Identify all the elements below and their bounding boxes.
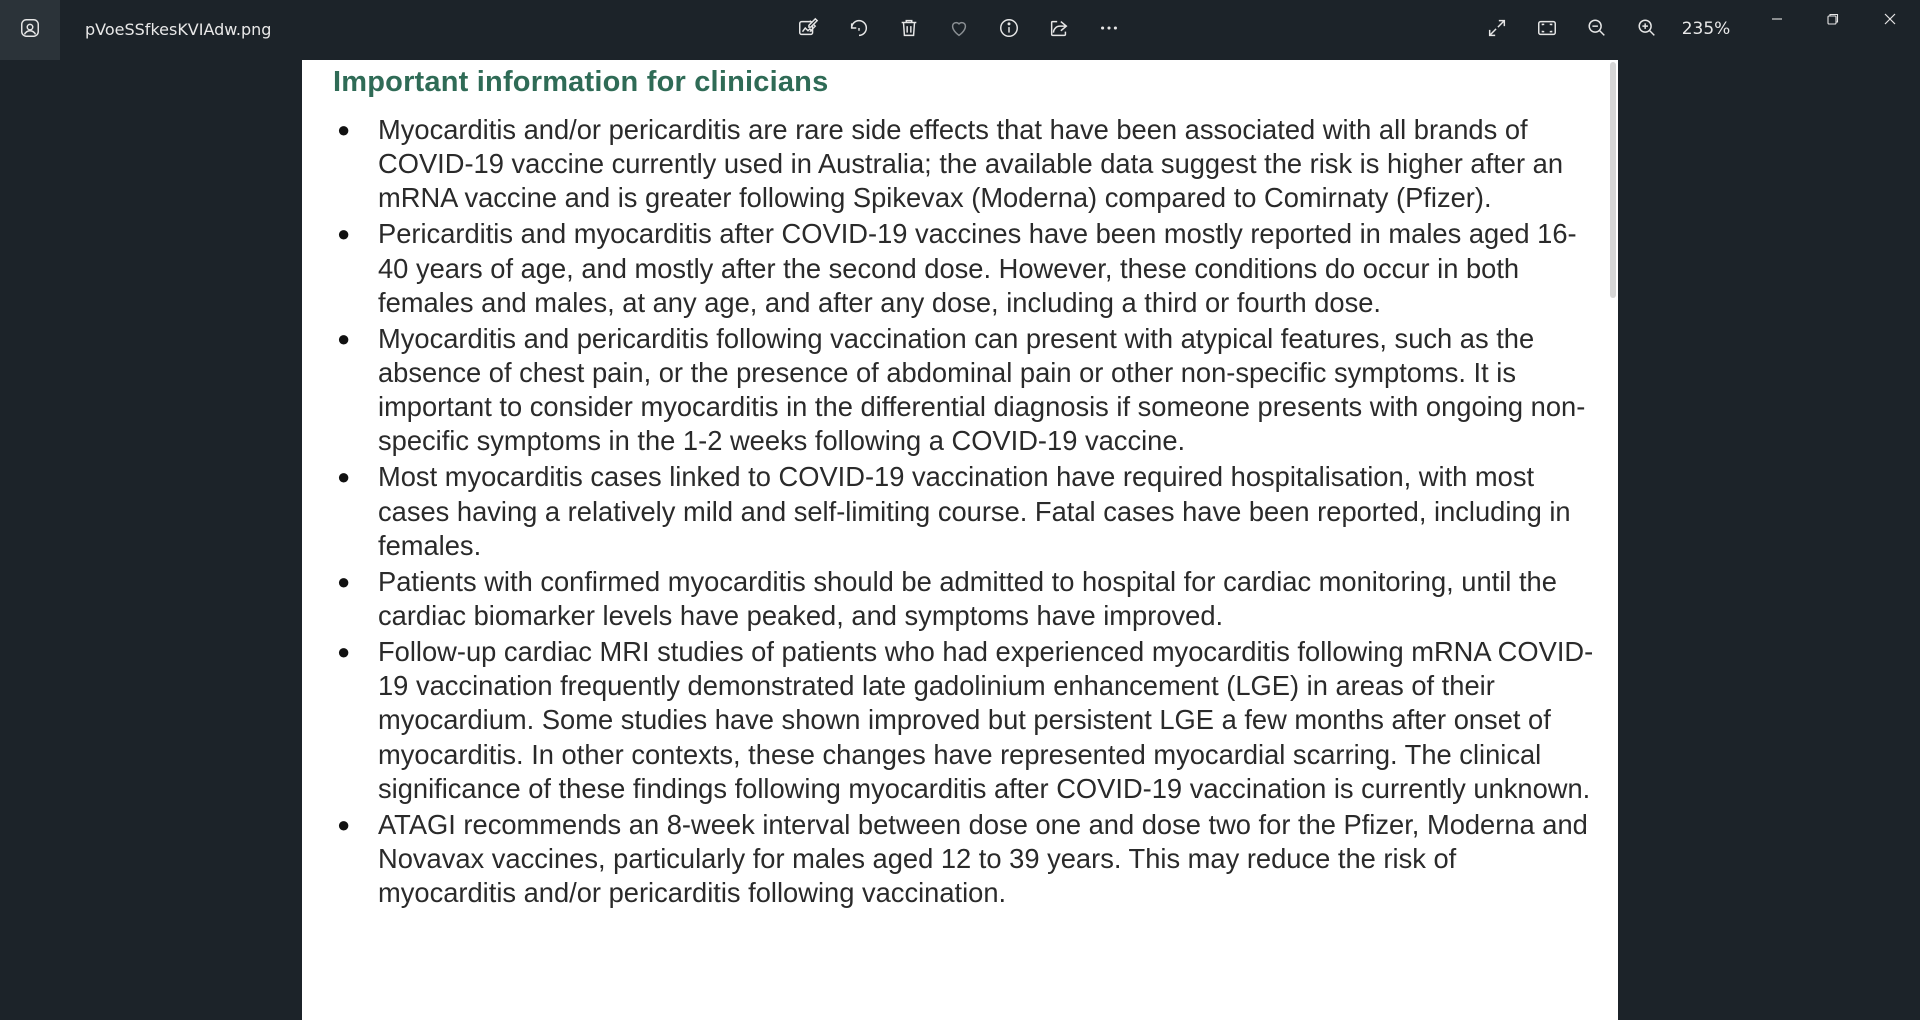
close-icon bbox=[1883, 11, 1897, 30]
photos-app-icon bbox=[19, 17, 41, 43]
list-item bbox=[302, 113, 1618, 216]
image-canvas[interactable] bbox=[0, 60, 1920, 1020]
document-heading: Important information for clinicians bbox=[333, 66, 829, 98]
zoom-level[interactable]: 235% bbox=[1681, 19, 1731, 39]
edit-image-icon bbox=[797, 17, 819, 43]
bullet-marker: ● bbox=[337, 221, 351, 247]
list-item bbox=[302, 635, 1618, 806]
zoom-out-icon bbox=[1586, 17, 1608, 43]
info-icon bbox=[998, 17, 1020, 43]
fullscreen-icon bbox=[1486, 17, 1508, 43]
bullet-marker: ● bbox=[337, 117, 351, 142]
more-icon bbox=[1098, 17, 1120, 43]
list-item-text: ATAGI recommends an 8-week interval between dose one and dose two for the Pfizer, Moderna and Novavax vaccines, particularly for males aged 12 to 39 years. This may reduce the risk of myocarditis and/or pericarditis following vaccination. bbox=[378, 808, 1588, 909]
list-item bbox=[302, 565, 1618, 633]
list-item-text: Pericarditis and myocarditis after COVID-19 vaccines have been mostly reported in males aged 16-40 years of age, and mostly after the second dose. However, these conditions do occur in both females and males, at any age, and after any dose, including a third or fourth dose. bbox=[378, 218, 1577, 318]
fullscreen-button[interactable] bbox=[1477, 10, 1517, 50]
zoom-out-button[interactable] bbox=[1577, 10, 1617, 50]
bullet-marker: ● bbox=[337, 639, 351, 665]
delete-button[interactable] bbox=[889, 10, 929, 50]
list-item-text: Patients with confirmed myocarditis should be admitted to hospital for cardiac monitoring, until the cardiac biomarker levels have peaked, and symptoms have improved. bbox=[378, 565, 1557, 632]
rotate-button[interactable] bbox=[839, 10, 879, 50]
bullet-marker: ● bbox=[337, 811, 351, 837]
bullet-list bbox=[302, 113, 1618, 912]
list-item-text: Myocarditis and pericarditis following vaccination can present with atypical features, such as the absence of chest pain, or the presence of abdominal pain or other non-specific symptoms. It is important to consider myocarditis in the differential diagnosis if someone presents with ongoing non-specific symptoms in the 1-2 weeks following a COVID-19 vaccine. bbox=[378, 322, 1586, 457]
favorite-button[interactable] bbox=[939, 10, 979, 50]
edit-image-button[interactable] bbox=[788, 10, 828, 50]
image-scrollbar[interactable] bbox=[1610, 62, 1616, 298]
title-bar bbox=[0, 0, 1920, 60]
document-image bbox=[302, 60, 1618, 1020]
list-item bbox=[302, 217, 1618, 320]
zoom-in-button[interactable] bbox=[1627, 10, 1667, 50]
minimize-icon bbox=[1770, 11, 1784, 30]
file-name: pVoeSSfkesKVIAdw.png bbox=[85, 20, 272, 39]
bullet-marker: ● bbox=[337, 325, 351, 351]
restore-icon bbox=[1826, 11, 1840, 30]
favorite-heart-icon bbox=[948, 17, 970, 43]
file-info-button[interactable] bbox=[989, 10, 1029, 50]
list-item bbox=[302, 322, 1618, 459]
list-item bbox=[302, 460, 1618, 563]
minimize-button[interactable] bbox=[1749, 0, 1805, 40]
list-item-text: Follow-up cardiac MRI studies of patients who had experienced myocarditis following mRNA COVID-19 vaccination frequently demonstrated late gadolinium enhancement (LGE) in areas of their myocardium. Some studies have shown improved but persistent LGE a few months after onset of myocarditis. In other contexts, these changes have represented myocardial scarring. The clinical significance of these findings following myocarditis after COVID-19 vaccination is currently unknown. bbox=[378, 636, 1594, 804]
zoom-in-icon bbox=[1636, 17, 1658, 43]
list-item-text: Myocarditis and/or pericarditis are rare side effects that have been associated with all brands of COVID-19 vaccine currently used in Australia; the available data suggest the risk is higher after an mRNA vaccine and is greater following Spikevax (Moderna) compared to Comirnaty (Pfizer). bbox=[378, 114, 1564, 214]
restore-button[interactable] bbox=[1805, 0, 1861, 40]
bullet-marker: ● bbox=[337, 568, 351, 594]
delete-icon bbox=[898, 17, 920, 43]
list-item bbox=[302, 808, 1618, 911]
bullet-marker: ● bbox=[337, 464, 351, 490]
close-button[interactable] bbox=[1862, 0, 1918, 40]
share-button[interactable] bbox=[1039, 10, 1079, 50]
rotate-icon bbox=[848, 17, 870, 43]
photos-app-button[interactable] bbox=[0, 0, 60, 60]
share-icon bbox=[1048, 17, 1070, 43]
fit-to-window-icon bbox=[1536, 17, 1558, 43]
more-options-button[interactable] bbox=[1089, 10, 1129, 50]
fit-to-window-button[interactable] bbox=[1527, 10, 1567, 50]
list-item-text: Most myocarditis cases linked to COVID-19 vaccination have required hospitalisation, with most cases having a relatively mild and self-limiting course. Fatal cases have been reported, including in females. bbox=[378, 461, 1571, 561]
